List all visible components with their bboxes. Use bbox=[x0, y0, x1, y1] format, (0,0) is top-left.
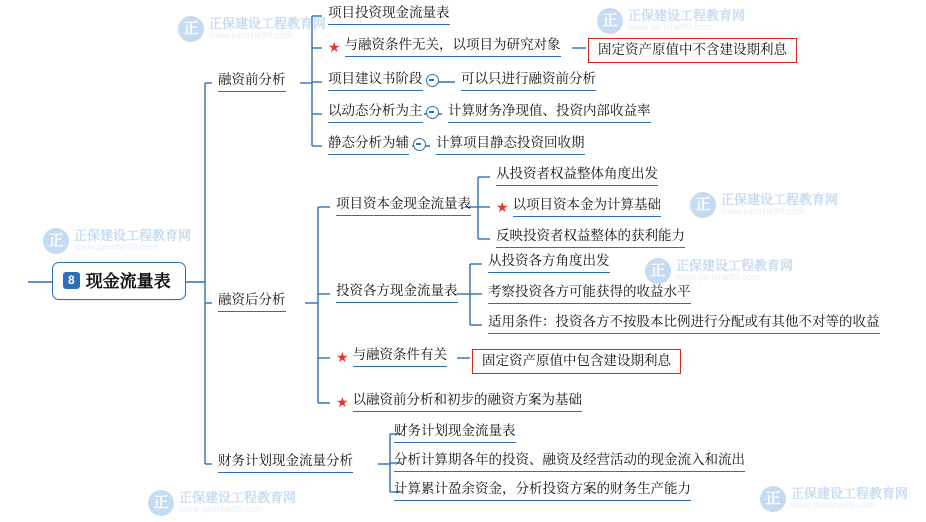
node-dynamic-analysis-primary[interactable] bbox=[324, 101, 443, 125]
node-analyze-yearly-flows[interactable] bbox=[390, 450, 749, 474]
node-label: 考察投资各方可能获得的收益水平 bbox=[488, 284, 691, 304]
node-static-payback-period[interactable] bbox=[432, 133, 589, 157]
watermark-logo: 正 bbox=[645, 258, 671, 284]
star-icon: ★ bbox=[496, 198, 509, 215]
node-label: 计算累计盈余资金，分析投资方案的财务生产能力 bbox=[394, 481, 691, 501]
watermark-name: 正保建设工程教育网 bbox=[721, 192, 839, 208]
star-icon: ★ bbox=[336, 348, 349, 365]
watermark-url: www.jianshe99.com bbox=[676, 271, 760, 283]
watermark-name: 正保建设工程教育网 bbox=[179, 490, 297, 506]
watermark-name: 正保建设工程教育网 bbox=[628, 8, 746, 24]
node-label: 以融资前分析和初步的融资方案为基础 bbox=[353, 392, 583, 412]
branch-label-plan[interactable] bbox=[214, 451, 357, 475]
node-capital-as-basis[interactable] bbox=[492, 195, 665, 219]
node-label: 计算财务净现值、投资内部收益率 bbox=[448, 103, 651, 123]
watermark-name: 正保建设工程教育网 bbox=[74, 228, 192, 244]
node-label: 从投资各方角度出发 bbox=[488, 253, 610, 273]
collapse-toggle-icon[interactable] bbox=[426, 74, 439, 87]
node-proposal-stage[interactable] bbox=[324, 69, 443, 93]
callout-no-construction-interest[interactable] bbox=[588, 38, 797, 63]
watermark bbox=[178, 16, 326, 42]
watermark-logo: 正 bbox=[43, 228, 69, 254]
collapse-toggle-icon[interactable] bbox=[413, 138, 426, 151]
node-reflect-equity-profitability[interactable] bbox=[492, 226, 689, 250]
node-based-on-pre-analysis[interactable] bbox=[332, 390, 586, 414]
root-node[interactable] bbox=[52, 262, 186, 300]
node-label: 静态分析为辅 bbox=[328, 135, 409, 155]
branch-label-text: 融资前分析 bbox=[218, 72, 286, 92]
watermark-name: 正保建设工程教育网 bbox=[676, 258, 794, 274]
watermark bbox=[597, 8, 745, 34]
node-label: 投资各方现金流量表 bbox=[336, 283, 458, 303]
callout-label: 固定资产原值中包含建设期利息 bbox=[482, 353, 671, 368]
watermark bbox=[645, 258, 793, 284]
node-label: 项目资本金现金流量表 bbox=[336, 196, 471, 216]
branch-label-post[interactable] bbox=[214, 290, 290, 314]
node-investor-equity-perspective[interactable] bbox=[492, 164, 662, 188]
watermark-logo: 正 bbox=[690, 192, 716, 218]
node-parties-income-level[interactable] bbox=[484, 282, 695, 306]
node-label: 分析计算期各年的投资、融资及经营活动的现金流入和流出 bbox=[394, 452, 745, 472]
node-label: 财务计划现金流量表 bbox=[394, 423, 516, 443]
node-label: 反映投资者权益整体的获利能力 bbox=[496, 228, 685, 248]
star-icon: ★ bbox=[336, 393, 349, 410]
watermark bbox=[43, 228, 191, 254]
node-project-capital-cashflow-table[interactable] bbox=[332, 194, 475, 218]
watermark-logo: 正 bbox=[148, 490, 174, 516]
branch-label-text: 融资后分析 bbox=[218, 292, 286, 312]
star-icon: ★ bbox=[328, 38, 341, 55]
watermark-url: www.jianshe99.com bbox=[791, 499, 875, 511]
watermark-logo: 正 bbox=[760, 486, 786, 512]
node-financial-plan-cashflow-table[interactable] bbox=[390, 421, 520, 445]
watermark-url: www.jianshe99.com bbox=[209, 29, 293, 41]
node-label: 项目建议书阶段 bbox=[328, 71, 423, 91]
node-investor-parties-cashflow-table[interactable] bbox=[332, 281, 462, 305]
node-unrelated-to-financing[interactable] bbox=[324, 35, 565, 59]
watermark-logo: 正 bbox=[178, 16, 204, 42]
callout-label: 固定资产原值中不含建设期利息 bbox=[598, 42, 787, 57]
node-label: 计算项目静态投资回收期 bbox=[436, 135, 585, 155]
watermark-url: www.jianshe99.com bbox=[179, 503, 263, 515]
node-static-analysis-secondary[interactable] bbox=[324, 133, 430, 157]
node-label: 与融资条件有关 bbox=[353, 347, 448, 367]
node-label: 以项目资本金为计算基础 bbox=[513, 197, 662, 217]
node-cumulative-surplus[interactable] bbox=[390, 479, 695, 503]
watermark-url: www.jianshe99.com bbox=[721, 205, 805, 217]
node-label: 可以只进行融资前分析 bbox=[461, 71, 596, 91]
watermark bbox=[760, 486, 908, 512]
node-label: 从投资者权益整体角度出发 bbox=[496, 166, 658, 186]
watermark-name: 正保建设工程教育网 bbox=[791, 486, 909, 502]
callout-includes-construction-interest[interactable] bbox=[472, 349, 681, 374]
watermark bbox=[148, 490, 296, 516]
watermark bbox=[690, 192, 838, 218]
root-badge: 8 bbox=[63, 272, 80, 289]
node-label: 项目投资现金流量表 bbox=[328, 5, 450, 25]
node-parties-perspective[interactable] bbox=[484, 251, 614, 275]
watermark-name: 正保建设工程教育网 bbox=[209, 16, 327, 32]
watermark-url: www.jianshe99.com bbox=[628, 21, 712, 33]
node-label: 与融资条件无关，以项目为研究对象 bbox=[345, 37, 561, 57]
node-only-pre-financing-analysis[interactable] bbox=[457, 69, 600, 93]
node-applicable-condition[interactable] bbox=[484, 312, 884, 336]
collapse-toggle-icon[interactable] bbox=[426, 106, 439, 119]
node-label: 适用条件：投资各方不按股本比例进行分配或有其他不对等的收益 bbox=[488, 314, 880, 334]
node-label: 以动态分析为主 bbox=[328, 103, 423, 123]
node-project-investment-cashflow-table[interactable] bbox=[324, 3, 454, 27]
branch-label-text: 财务计划现金流量分析 bbox=[218, 453, 353, 473]
watermark-url: www.jianshe99.com bbox=[74, 241, 158, 253]
root-label: 现金流量表 bbox=[85, 271, 171, 291]
branch-label-pre[interactable] bbox=[214, 70, 290, 94]
watermark-logo: 正 bbox=[597, 8, 623, 34]
node-npv-irr[interactable] bbox=[444, 101, 655, 125]
node-related-to-financing[interactable] bbox=[332, 345, 451, 369]
